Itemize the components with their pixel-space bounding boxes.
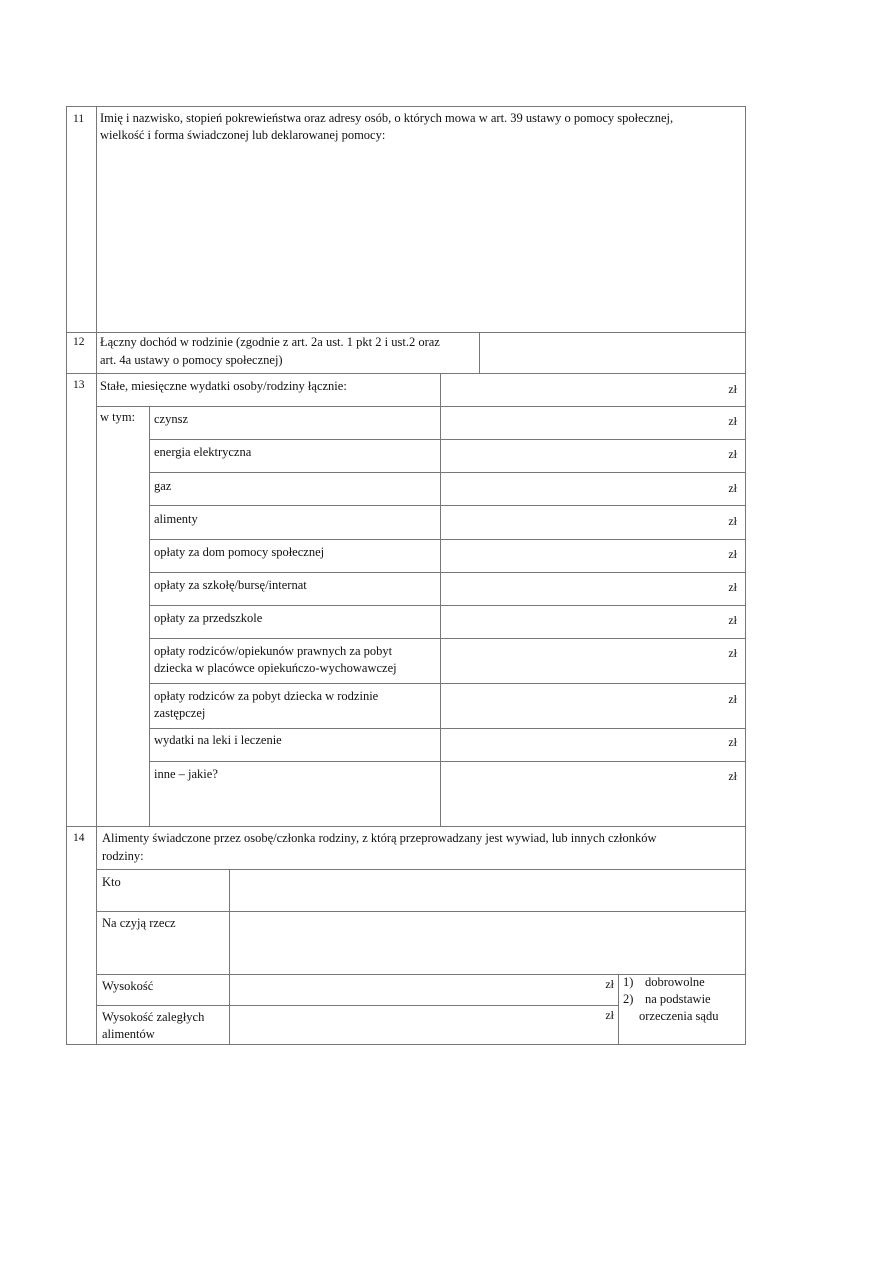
expense-row xyxy=(0,683,893,728)
expense-label: opłaty rodziców/opiekunów prawnych za pobyt xyxy=(154,644,393,658)
section-14-label-line2: rodziny: xyxy=(102,849,144,863)
currency-label: zł xyxy=(728,382,737,396)
currency-label: zł xyxy=(605,977,614,991)
expense-row xyxy=(0,472,893,505)
currency-label: zł xyxy=(728,481,737,495)
currency-label: zł xyxy=(728,447,737,461)
section-11-label-line2: wielkość i forma świadczonej lub deklarowanej pomocy: xyxy=(100,128,386,142)
expense-label-line2: zastępczej xyxy=(154,706,206,720)
option-2-number: 2) xyxy=(623,992,634,1006)
arrears-label: Wysokość zaległych xyxy=(102,1010,205,1024)
expense-row xyxy=(0,572,893,605)
expense-amount-field[interactable] xyxy=(441,683,737,728)
expense-row xyxy=(0,539,893,572)
option-court-order-line2: orzeczenia sądu xyxy=(639,1009,719,1023)
currency-label: zł xyxy=(728,547,737,561)
expense-label: opłaty za szkołę/bursę/internat xyxy=(154,578,307,592)
currency-label: zł xyxy=(728,735,737,749)
expense-row xyxy=(0,638,893,683)
alimony-arrears-field[interactable] xyxy=(230,1006,614,1044)
option-court-order: na podstawie xyxy=(645,992,711,1006)
expense-row xyxy=(0,505,893,539)
in-which-label: w tym: xyxy=(100,410,136,424)
expense-amount-field[interactable] xyxy=(441,761,737,826)
expense-amount-field[interactable] xyxy=(441,605,737,638)
section-number: 11 xyxy=(73,113,85,125)
expense-label-line2: dziecka w placówce opiekuńczo-wychowawczej xyxy=(154,661,397,675)
expense-amount-field[interactable] xyxy=(441,439,737,472)
expense-label: czynsz xyxy=(154,412,189,426)
expense-amount-field[interactable] xyxy=(441,572,737,605)
amount-label: Wysokość xyxy=(102,979,154,993)
section-11-label-line1: Imię i nazwisko, stopień pokrewieństwa oraz adresy osób, o których mowa w art. 39 ustawy o pomocy społecznej, xyxy=(100,111,674,125)
currency-label: zł xyxy=(728,414,737,428)
expense-amount-field[interactable] xyxy=(441,638,737,683)
currency-label: zł xyxy=(728,692,737,706)
section-number: 12 xyxy=(73,336,85,348)
section-12-label-line1: Łączny dochód w rodzinie (zgodnie z art. 2a ust. 1 pkt 2 i ust.2 oraz xyxy=(100,335,440,349)
total-income-field[interactable] xyxy=(480,333,745,373)
expense-amount-field[interactable] xyxy=(441,539,737,572)
expense-label: opłaty za dom pomocy społecznej xyxy=(154,545,325,559)
expense-amount-field[interactable] xyxy=(441,505,737,539)
option-1-number: 1) xyxy=(623,975,634,989)
expense-amount-field[interactable] xyxy=(441,406,737,439)
section-12-label-line2: art. 4a ustawy o pomocy społecznej) xyxy=(100,353,283,367)
section-11-answer-area[interactable] xyxy=(97,146,745,332)
section-number: 14 xyxy=(73,832,85,844)
section-number: 13 xyxy=(73,379,85,391)
expense-row xyxy=(0,728,893,761)
total-expenses-label: Stałe, miesięczne wydatki osoby/rodziny łącznie: xyxy=(100,379,347,393)
total-expenses-field[interactable] xyxy=(441,374,737,406)
who-field[interactable] xyxy=(230,870,745,911)
currency-label: zł xyxy=(728,769,737,783)
expense-label: wydatki na leki i leczenie xyxy=(154,733,282,747)
section-14-label-line1: Alimenty świadczone przez osobę/członka rodziny, z którą przeprowadzany jest wywiad, lub innych członków xyxy=(102,831,657,845)
who-label: Kto xyxy=(102,875,121,889)
expense-label: opłaty rodziców za pobyt dziecka w rodzinie xyxy=(154,689,379,703)
on-behalf-field[interactable] xyxy=(230,912,745,974)
arrears-label-line2: alimentów xyxy=(102,1027,155,1041)
currency-label: zł xyxy=(605,1008,614,1022)
expense-label: inne – jakie? xyxy=(154,767,218,781)
currency-label: zł xyxy=(728,580,737,594)
expense-label: alimenty xyxy=(154,512,198,526)
expense-row xyxy=(0,406,893,439)
expense-label: gaz xyxy=(154,479,172,493)
expense-amount-field[interactable] xyxy=(441,728,737,761)
currency-label: zł xyxy=(728,646,737,660)
currency-label: zł xyxy=(728,613,737,627)
currency-label: zł xyxy=(728,514,737,528)
expense-amount-field[interactable] xyxy=(441,472,737,505)
alimony-amount-field[interactable] xyxy=(230,975,614,1005)
expense-row xyxy=(0,761,893,826)
alimony-type-options[interactable] xyxy=(619,975,745,1044)
option-voluntary: dobrowolne xyxy=(645,975,705,989)
expense-row xyxy=(0,439,893,472)
expense-row xyxy=(0,605,893,638)
on-behalf-label: Na czyją rzecz xyxy=(102,916,176,930)
expense-label: energia elektryczna xyxy=(154,445,252,459)
expense-label: opłaty za przedszkole xyxy=(154,611,263,625)
